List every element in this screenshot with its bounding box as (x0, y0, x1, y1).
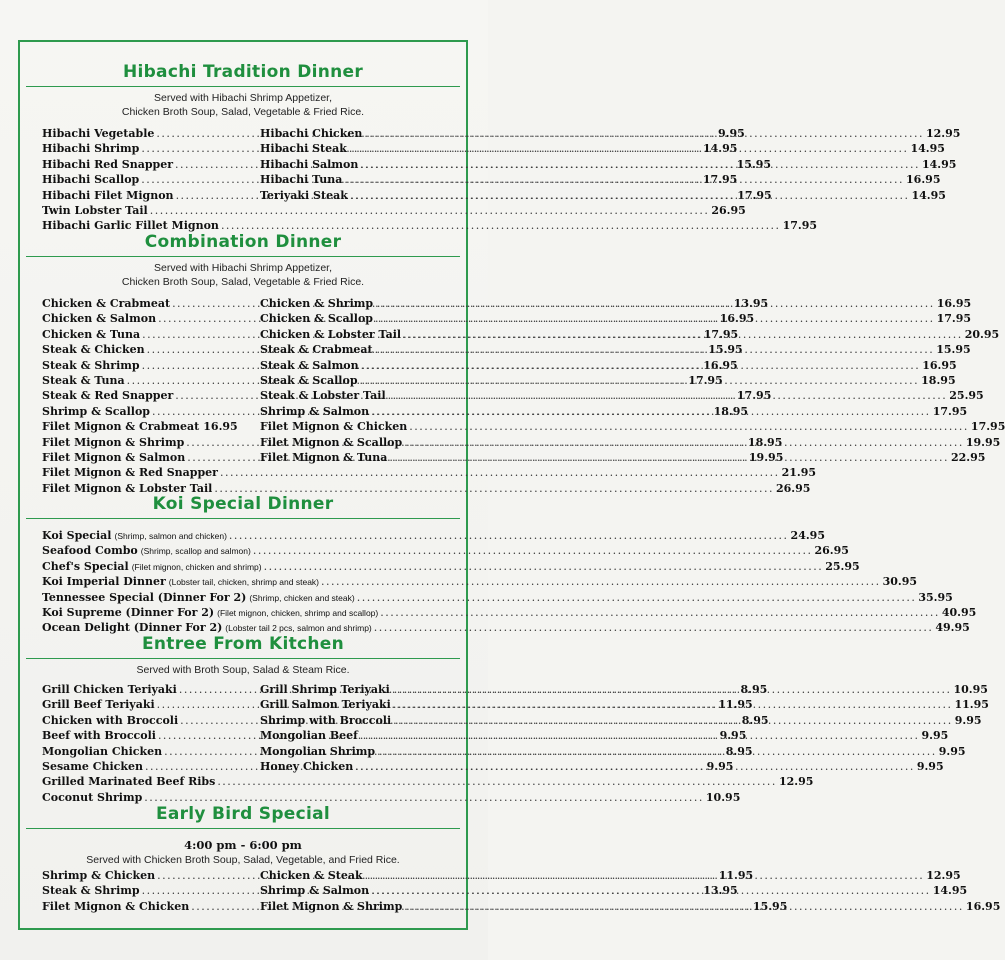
menu-item (260, 342, 971, 358)
dot-leader (253, 543, 813, 559)
menu-item-name: Chicken & Lobster Tail (260, 327, 402, 341)
menu-item-name: Teriyaki Steak (260, 188, 348, 202)
dot-leader (377, 744, 937, 760)
menu-item-name: Hibachi Filet Mignon (42, 188, 174, 202)
menu-item-description: (Shrimp, salmon and chicken) (114, 531, 227, 541)
combination-title: Combination Dinner (144, 232, 342, 252)
menu-item-name: Grilled Marinated Beef Ribs (42, 775, 216, 789)
menu-item-description: (Lobster tail, chicken, shrimp and steak) (168, 577, 319, 588)
menu-item-price: 16.95 (936, 297, 972, 310)
menu-item-price: 11.95 (954, 698, 989, 712)
hibachi-subtitle-2: Chicken Broth Soup, Salad, Vegetable & Fried Rice. (121, 106, 365, 118)
menu-item-name: Chicken & Tuna (42, 327, 141, 341)
dot-leader (404, 435, 964, 451)
dot-leader (321, 574, 881, 590)
menu-item-name: Hibachi Tuna (260, 173, 343, 187)
menu-item-name: Steak & Scallop (260, 374, 358, 387)
menu-item-price: 16.95 (906, 173, 941, 187)
combination-section (22, 232, 464, 289)
menu-item-name: Tennessee Special (Dinner For 2) (42, 590, 247, 604)
dot-leader (150, 203, 710, 219)
menu-item-name: Coconut Shrimp (42, 790, 143, 804)
menu-item-name: Shrimp & Salmon (260, 884, 370, 898)
menu-item-name: Hibachi Shrimp (42, 142, 140, 156)
menu-item-name: Chicken & Crabmeat (42, 297, 171, 310)
menu-item-name: Honey Chicken (260, 760, 354, 773)
menu-item (42, 774, 814, 790)
entree-rule (26, 658, 460, 659)
menu-item-price: 9.95 (718, 127, 745, 140)
menu-item-description: (Lobster tail 2 pcs, salmon and shrimp) (225, 623, 372, 634)
menu-item-price: 10.95 (953, 683, 988, 696)
menu-item-name: Mongolian Chicken (42, 744, 163, 758)
menu-item-name: Chef's Special (42, 559, 129, 573)
menu-item-price: 15.95 (752, 899, 788, 913)
menu-item (260, 358, 957, 374)
dot-leader (264, 559, 824, 575)
menu-item-price: 49.95 (935, 621, 970, 635)
menu-item-name: Shrimp & Scallop (42, 404, 150, 418)
menu-item-price: 21.95 (781, 466, 817, 480)
entree-subtitle: Served with Broth Soup, Salad & Steam Rice. (136, 664, 350, 676)
menu-item-description: (Shrimp, chicken and steak) (249, 592, 355, 603)
menu-item-price: 9.95 (916, 760, 944, 773)
menu-item-name: Filet Mignon & Shrimp (42, 435, 185, 449)
menu-item-name: Seafood Combo (42, 544, 138, 558)
menu-item-price: 8.95 (740, 683, 768, 696)
menu-item-price: 12.95 (778, 775, 814, 789)
dot-leader (361, 358, 921, 374)
dot-leader (403, 327, 963, 343)
menu-item-name: Koi Imperial Dinner (42, 575, 166, 589)
menu-item (42, 528, 825, 544)
menu-item-name: Grill Chicken Teriyaki (42, 683, 177, 696)
menu-item-price: 16.95 (965, 899, 1001, 913)
menu-item (42, 574, 918, 590)
dot-leader (364, 126, 924, 142)
menu-item-name: Shrimp & Chicken (42, 869, 156, 882)
menu-item-name: Koi Special (42, 529, 112, 542)
menu-item-price: 40.95 (941, 606, 977, 619)
dot-leader (375, 296, 935, 312)
dot-leader (393, 713, 953, 729)
menu-item-price: 9.95 (921, 729, 949, 743)
menu-item-name: Shrimp & Salmon (260, 404, 370, 418)
dot-leader (344, 172, 904, 188)
combination-subtitle-2: Chicken Broth Soup, Salad, Vegetable & Fried Rice. (121, 276, 365, 288)
menu-item (260, 697, 989, 713)
menu-item-name: Chicken & Shrimp (260, 297, 374, 310)
menu-item-name: Filet Mignon & Scallop (260, 435, 403, 449)
dot-leader (350, 188, 910, 204)
menu-item (42, 465, 817, 481)
menu-item-name: Filet Mignon & Salmon (42, 451, 186, 464)
menu-item (42, 559, 860, 575)
dot-leader (360, 157, 920, 173)
menu-item-name: Chicken with Broccoli (42, 713, 179, 727)
menu-item-price: 17.95 (932, 404, 968, 418)
menu-item-price: 17.95 (702, 173, 738, 187)
menu-item-price: 14.95 (911, 188, 946, 202)
menu-item-name: Hibachi Chicken (260, 127, 363, 140)
menu-item-price: 17.95 (703, 327, 739, 341)
menu-item-name: Hibachi Salmon (260, 157, 359, 171)
menu-item-price: 35.95 (918, 590, 953, 604)
dot-leader (375, 342, 935, 358)
earlybird-section (22, 804, 464, 867)
dot-leader (360, 373, 920, 389)
menu-item-name: Steak & Salmon (260, 358, 359, 372)
menu-item-price: 9.95 (706, 760, 734, 773)
dot-leader (404, 899, 964, 915)
dot-leader (409, 419, 969, 435)
menu-item-price: 16.95 (719, 312, 755, 326)
menu-item-price: 19.95 (748, 451, 784, 464)
menu-item-price: 8.95 (741, 713, 769, 727)
menu-item-name: Hibachi Vegetable (42, 127, 155, 140)
koi-rule (26, 518, 460, 519)
menu-item-name: Hibachi Steak (260, 142, 347, 156)
menu-item-price: 19.95 (965, 435, 1001, 449)
menu-item-name: Filet Mignon & Chicken (260, 420, 408, 434)
menu-item-price: 12.95 (926, 869, 961, 882)
menu-item-name: Twin Lobster Tail (42, 204, 148, 217)
menu-item-price: 14.95 (702, 142, 738, 156)
menu-item-name: Mongolian Shrimp (260, 744, 376, 758)
menu-item-price: 26.95 (775, 481, 811, 495)
menu-item-name: Filet Mignon & Chicken (42, 899, 190, 913)
menu-item-price: 17.95 (970, 420, 1005, 434)
menu-item (42, 590, 953, 606)
menu-item-price: 10.95 (705, 790, 741, 804)
menu-item-name: Steak & Red Snapper (42, 389, 174, 403)
menu-item-name: Filet Mignon & Crabmeat (42, 420, 200, 434)
menu-item (42, 419, 238, 435)
menu-item-price: 14.95 (921, 157, 957, 171)
menu-item-price: 15.95 (736, 157, 772, 171)
menu-item-price: 11.95 (718, 869, 754, 882)
menu-item-name: Shrimp with Broccoli (260, 713, 392, 727)
combination-rule (26, 256, 460, 257)
menu-item-price: 25.95 (949, 389, 984, 403)
dot-leader (357, 590, 917, 606)
menu-item-name: Mongolian Beef (260, 729, 358, 743)
dot-leader (388, 388, 948, 404)
menu-item-price: 16.95 (922, 358, 957, 372)
earlybird-subtitle: Served with Chicken Broth Soup, Salad, Vegetable, and Fried Rice. (86, 854, 400, 866)
menu-item-name: Grill Beef Teriyaki (42, 698, 155, 712)
dot-leader (389, 450, 949, 466)
hibachi-title: Hibachi Tradition Dinner (122, 62, 364, 82)
menu-item-name: Grill Salmon Teriyaki (260, 698, 391, 712)
menu-item-price: 24.95 (790, 529, 825, 542)
menu-item-price: 25.95 (825, 559, 860, 573)
earlybird-title: Early Bird Special (155, 804, 331, 824)
menu-item-name: Filet Mignon & Red Snapper (42, 466, 218, 480)
menu-item-name: Ocean Delight (Dinner For 2) (42, 621, 223, 635)
dot-leader (229, 528, 789, 544)
earlybird-time: 4:00 pm - 6:00 pm (184, 838, 302, 852)
menu-item-price: 8.95 (725, 744, 753, 758)
menu-item-price: 18.95 (921, 374, 956, 387)
koi-title: Koi Special Dinner (152, 494, 334, 514)
menu-item-price: 30.95 (882, 575, 918, 589)
menu-item (260, 728, 949, 744)
dot-leader (375, 311, 935, 327)
dot-leader (217, 774, 777, 790)
dot-leader (371, 883, 931, 899)
menu-item-price: 18.95 (747, 435, 783, 449)
menu-item-price: 13.95 (733, 297, 769, 310)
menu-item-name: Sesame Chicken (42, 760, 143, 773)
hibachi-subtitle-1: Served with Hibachi Shrimp Appetizer, (153, 92, 332, 104)
dot-leader (220, 465, 780, 481)
menu-item-price: 17.95 (782, 219, 818, 233)
menu-item-price: 26.95 (814, 544, 849, 558)
menu-item (260, 419, 1005, 435)
dot-leader (380, 605, 940, 621)
menu-item-price: 22.95 (950, 451, 986, 464)
menu-item-price: 14.95 (910, 142, 945, 156)
earlybird-rule (26, 828, 460, 829)
dot-leader (355, 759, 915, 775)
menu-item-price: 11.95 (718, 698, 753, 712)
dot-leader (349, 141, 909, 157)
menu-item-price: 14.95 (932, 884, 968, 898)
menu-item-price: 17.95 (936, 312, 972, 326)
menu-item-name: Steak & Shrimp (42, 884, 140, 898)
menu-item-name: Koi Supreme (Dinner For 2) (42, 606, 215, 619)
dot-leader (371, 404, 931, 420)
koi-section (22, 494, 464, 519)
menu-item (42, 605, 977, 621)
menu-item-name: Chicken & Scallop (260, 312, 373, 326)
menu-item-price: 18.95 (713, 404, 749, 418)
menu-item-description: (Shrimp, scallop and salmon) (140, 546, 251, 557)
menu-item-price: 13.95 (703, 884, 738, 898)
entree-title: Entree From Kitchen (141, 634, 345, 654)
menu-item-name: Hibachi Red Snapper (42, 157, 174, 171)
menu-item-name: Steak & Tuna (42, 374, 125, 387)
menu-item-price: 16.95 (703, 358, 738, 372)
menu-item-price: 9.95 (938, 744, 966, 758)
menu-item-price: 26.95 (711, 204, 746, 217)
menu-item-name: Filet Mignon & Tuna (260, 451, 388, 464)
menu-item-price: 16.95 (203, 420, 238, 434)
menu-item-description: (Filet mignon, chicken, shrimp and scallop) (217, 608, 379, 618)
menu-item-name: Hibachi Scallop (42, 173, 140, 187)
combination-subtitle-1: Served with Hibachi Shrimp Appetizer, (153, 262, 332, 274)
menu-item-name: Steak & Lobster Tail (260, 389, 386, 403)
menu-item-name: Filet Mignon & Lobster Tail (42, 481, 213, 495)
menu-item-name: Steak & Shrimp (42, 358, 140, 372)
menu-item-price: 17.95 (736, 389, 772, 403)
dot-leader (365, 868, 925, 884)
menu-item-name: Steak & Crabmeat (260, 343, 373, 357)
dot-leader (392, 682, 952, 698)
entree-section (22, 634, 464, 677)
menu-item (42, 543, 849, 559)
menu-item-price: 9.95 (954, 713, 982, 727)
menu-item-name: Chicken & Salmon (42, 312, 157, 326)
menu-item-price: 9.95 (719, 729, 747, 743)
dot-leader (393, 697, 953, 713)
menu-item-name: Filet Mignon & Shrimp (260, 899, 403, 913)
menu-item-name: Grill Shrimp Teriyaki (260, 683, 390, 696)
menu-item (260, 759, 944, 775)
menu-item-description: (Filet mignon, chicken and shrimp) (131, 561, 262, 572)
menu-item-name: Beef with Broccoli (42, 729, 156, 743)
menu-item-price: 17.95 (737, 188, 772, 202)
menu-item-name: Hibachi Garlic Fillet Mignon (42, 219, 219, 233)
menu-item-price: 15.95 (936, 343, 971, 357)
menu-item-price: 12.95 (925, 127, 961, 140)
menu-item-name: Chicken & Steak (260, 869, 363, 882)
menu-item-price: 17.95 (688, 374, 723, 387)
menu-item-price: 20.95 (964, 327, 1000, 341)
menu-item-price: 15.95 (708, 343, 743, 357)
menu-item-name: Steak & Chicken (42, 343, 145, 357)
dot-leader (360, 728, 920, 744)
menu-item (42, 203, 746, 219)
hibachi-rule (26, 86, 460, 87)
hibachi-section (22, 62, 464, 119)
menu-item (260, 141, 945, 157)
